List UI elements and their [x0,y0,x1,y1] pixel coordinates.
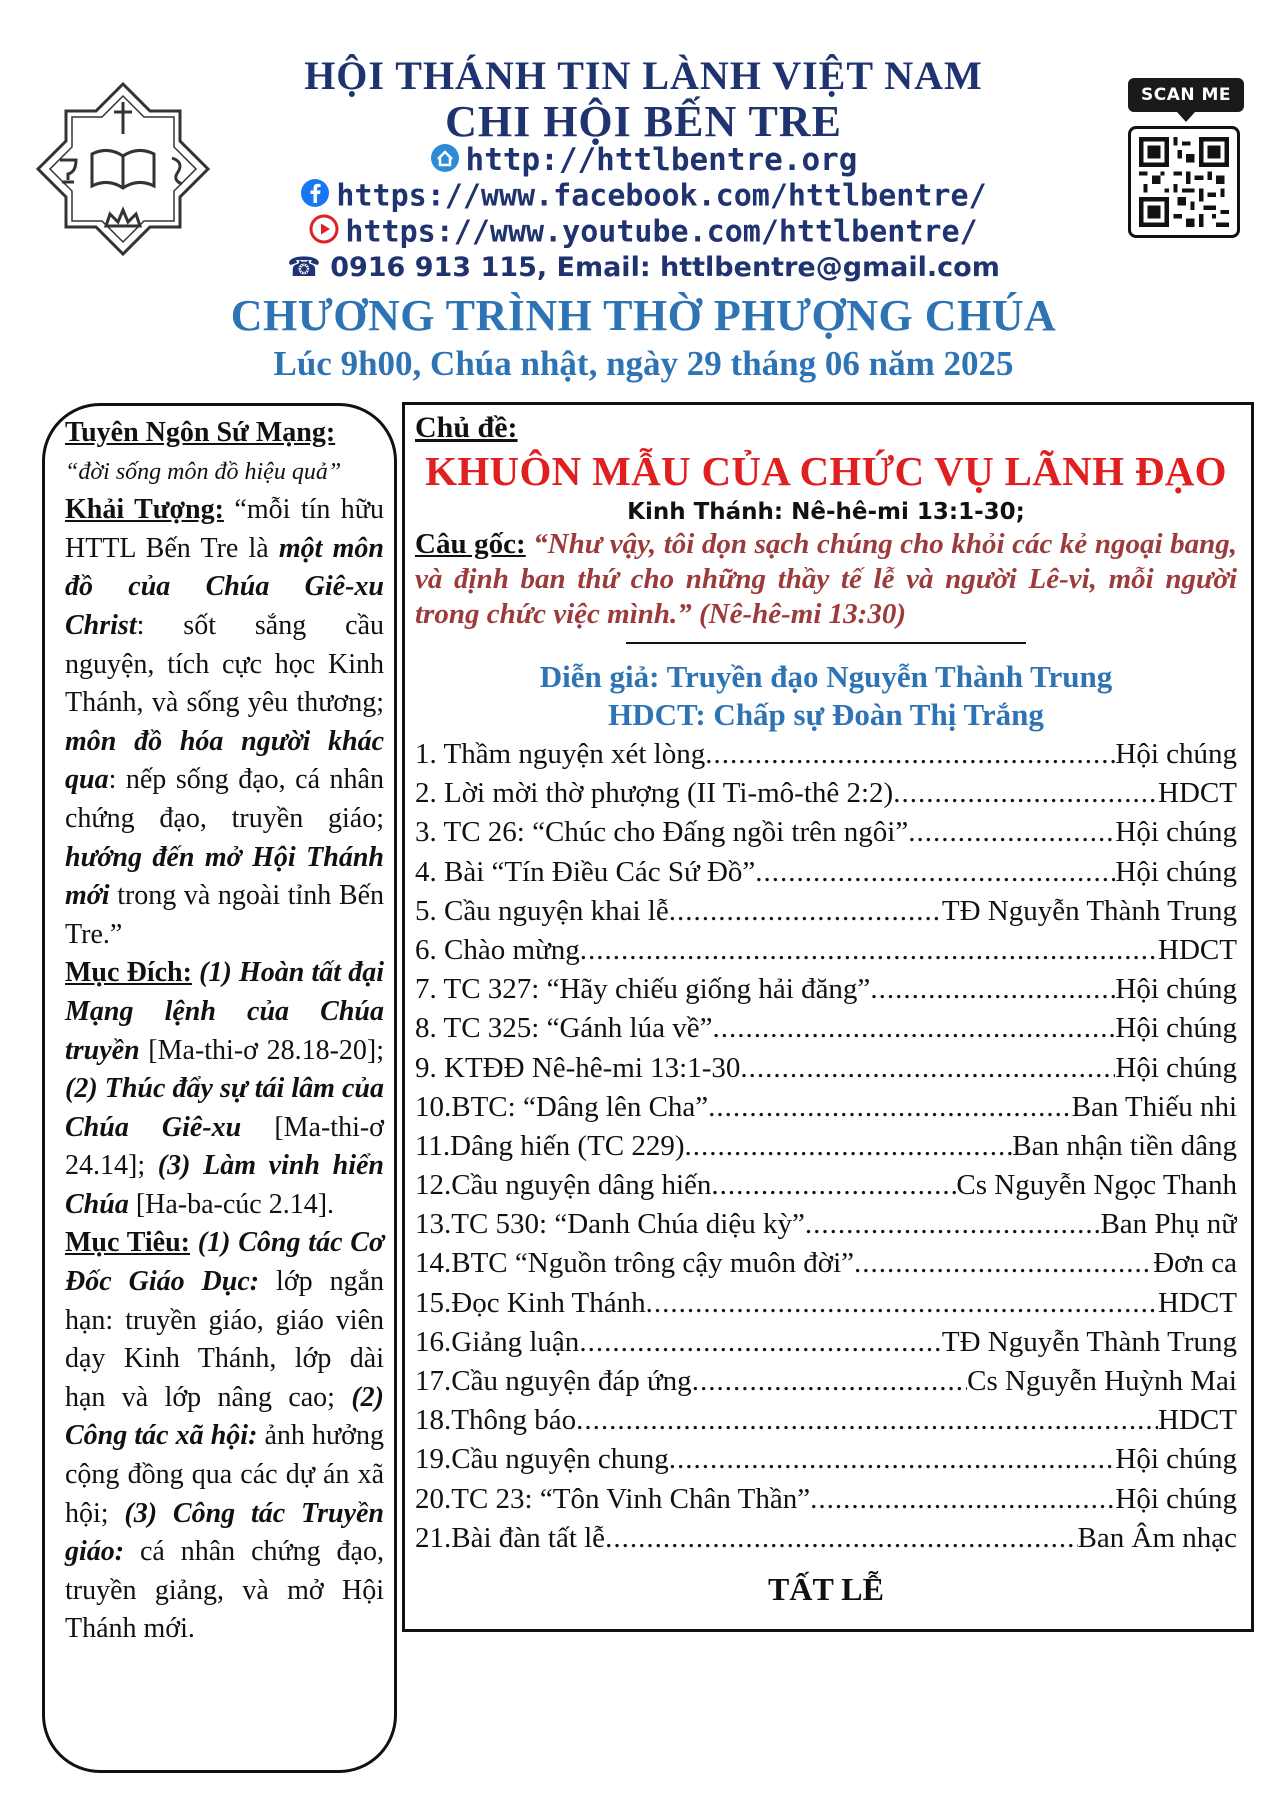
leader-dots [692,1365,967,1398]
purpose-text-2: [Ma-thi-ơ 28.18-20]; [139,1034,384,1066]
item-label: 14.BTC “Nguồn trông cậy muôn đời” [415,1247,854,1280]
purpose-text-6: [Ha-ba-cúc 2.14]. [128,1188,335,1220]
item-leader: Ban nhận tiền dâng [1012,1129,1237,1162]
scripture-label: Kinh Thánh: [627,499,784,525]
contact-text: 0916 913 115, Email: httlbentre@gmail.com [330,252,1000,283]
service-datetime: Lúc 9h00, Chúa nhật, ngày 29 tháng 06 năm 2025 [273,344,1014,383]
mission-title: Tuyên Ngôn Sứ Mạng: [65,417,336,448]
purpose-text-3: (2) Thúc đẩy sự tái lâm của Chúa Giê-xu [65,1073,384,1143]
purpose-text-4: [Ma-thi-ơ 24.14]; [65,1111,384,1182]
item-label: 3. TC 26: “Chúc cho Đấng ngồi trên ngôi” [415,816,909,849]
goals-paragraph [65,1224,384,1649]
vision-text-6: hướng đến mở Hội Thánh mới [65,841,384,912]
program-item [415,895,1237,934]
purpose-text-1: (1) Hoàn tất đại Mạng lệnh của Chúa truyền [65,957,384,1066]
program-item [415,1012,1237,1051]
website-link[interactable]: http://httlbentre.org [465,142,858,178]
theme-title: KHUÔN MẪU CỦA CHỨC VỤ LÃNH ĐẠO [425,448,1227,494]
program-list [415,738,1237,1561]
program-item [415,1522,1237,1561]
item-leader: Hội chúng [1115,1051,1237,1084]
scripture-reference [415,499,1237,525]
item-label: 15.Đọc Kinh Thánh [415,1286,646,1319]
facebook-line [0,178,1287,216]
leader-dots [646,1287,1158,1320]
item-leader: Cs Nguyễn Huỳnh Mai [967,1365,1237,1397]
scripture-text: Nê-hê-mi 13:1-30; [783,499,1025,525]
program-item [415,1287,1237,1326]
organization-name: HỘI THÁNH TIN LÀNH VIỆT NAM [304,53,983,98]
leader-dots [576,1404,1158,1437]
item-leader: Hội chúng [1115,1482,1237,1515]
item-leader: Hội chúng [1115,855,1237,888]
program-item [415,1169,1237,1208]
youtube-line [0,214,1287,252]
item-label: 1. Thầm nguyện xét lòng [415,738,706,770]
speaker: Diễn giả: Truyền đạo Nguyễn Thành Trung [539,659,1113,694]
goal-text-2: lớp ngắn hạn: truyền giáo, giáo viên dạy Kinh Thánh, lớp dài hạn và lớp nâng cao; [65,1266,384,1413]
vision-text-3: : sốt sắng cầu nguyện, tích cực học Kinh Thánh, và sống yêu thương; [65,609,384,719]
leader-dots [580,934,1158,967]
key-verse [415,527,1237,632]
item-leader: Hội chúng [1115,816,1237,849]
item-leader: Ban Âm nhạc [1077,1521,1237,1554]
qr-code-image [1128,126,1240,238]
program-item [415,1091,1237,1130]
program-item [415,856,1237,895]
program-item [415,1326,1237,1365]
program-item [415,1208,1237,1247]
goal-text-1: (1) Công tác Cơ Đốc Giáo Dục: [65,1227,384,1298]
program-item [415,934,1237,973]
goal-text-4: ảnh hưởng cộng đồng qua các dự án xã hội; [65,1420,384,1529]
program-item [415,1404,1237,1443]
item-leader: Đơn ca [1153,1247,1237,1280]
leader-dots [854,1247,1153,1280]
item-leader: HDCT [1158,1286,1237,1319]
leader-dots [810,1483,1115,1516]
scan-me-label: SCAN ME [1128,78,1244,112]
program-item [415,1365,1237,1404]
leader-dots [805,1208,1101,1241]
leader-dots [908,816,1115,849]
item-label: 12.Cầu nguyện dâng hiến [415,1169,712,1202]
item-label: 19.Cầu nguyện chung [415,1443,669,1476]
branch-name: CHI HỘI BẾN TRE [445,97,842,146]
closing-title: TẤT LỄ [768,1570,884,1607]
item-label: 21.Bài đàn tất lễ [415,1521,606,1554]
item-label: 5. Cầu nguyện khai lễ [415,894,669,927]
leader-dots [705,738,1115,771]
leader-dots [755,856,1115,889]
mission-motto: “đời sống môn đồ hiệu quả” [65,458,342,485]
item-leader: Hội chúng [1115,738,1237,770]
vision-text-4: môn đồ hóa người khác qua [65,725,384,796]
item-label: 9. KTĐĐ Nê-hê-mi 13:1-30 [415,1051,741,1084]
program-title: CHƯƠNG TRÌNH THỜ PHƯỢNG CHÚA [230,291,1057,340]
key-verse-label: Câu gốc: [415,528,526,560]
item-leader: TĐ Nguyễn Thành Trung [941,894,1237,927]
divider [626,642,1026,644]
purpose-label: Mục Đích: [65,957,192,989]
program-item [415,973,1237,1012]
item-leader: Ban Thiếu nhi [1071,1090,1237,1123]
host: HDCT: Chấp sự Đoàn Thị Trắng [608,697,1044,732]
leader-dots [712,1012,1115,1045]
service-panel [402,402,1254,1632]
home-icon [430,143,460,181]
vision-text-5: : nếp sống đạo, cá nhân chứng đạo, truyền giáo; [65,764,384,834]
item-leader: Hội chúng [1115,1443,1237,1476]
program-item [415,1052,1237,1091]
item-label: 13.TC 530: “Danh Chúa diệu kỳ” [415,1208,805,1241]
leader-dots [740,1052,1115,1085]
youtube-icon [309,214,339,252]
leader-dots [708,1091,1071,1124]
key-verse-text: “Như vậy, tôi dọn sạch chúng cho khỏi các kẻ ngoại bang, và định ban thứ cho những thầy tế lễ và người Lê-vi, mỗi người trong chức việc mình.” (Nê-hê-mi 13:30) [415,528,1237,630]
theme-label: Chủ đề: [415,411,518,444]
item-label: 7. TC 327: “Hãy chiếu giống hải đăng” [415,973,871,1006]
leader-dots [669,895,942,928]
program-item [415,1483,1237,1522]
program-item [415,777,1237,816]
qr-code[interactable] [1128,78,1244,244]
youtube-link[interactable]: https://www.youtube.com/httlbentre/ [345,214,978,250]
phone-icon: ☎ [287,252,331,283]
goals-label: Mục Tiêu: [65,1227,190,1259]
leader-dots [870,973,1115,1006]
mission-panel [42,403,397,1773]
website-line [0,142,1287,181]
goal-text-5: (3) Công tác Truyền giáo: [65,1497,384,1568]
item-leader: Cs Nguyễn Ngọc Thanh [956,1169,1237,1202]
leader-dots [893,777,1158,810]
program-item [415,1247,1237,1286]
item-label: 16.Giảng luận [415,1325,580,1358]
goal-text-3: (2) Công tác xã hội: [65,1381,384,1452]
program-item [415,1130,1237,1169]
vision-paragraph [65,491,384,954]
purpose-paragraph [65,954,384,1224]
program-item [415,738,1237,777]
leader-dots [605,1522,1077,1555]
item-leader: HDCT [1158,777,1237,810]
facebook-icon [300,178,330,216]
leader-dots [711,1169,956,1202]
item-label: 18.Thông báo [415,1404,577,1437]
item-label: 4. Bài “Tín Điều Các Sứ Đồ” [415,855,756,888]
item-label: 2. Lời mời thờ phượng (II Ti-mô-thê 2:2) [415,777,894,810]
item-leader: HDCT [1158,1404,1237,1437]
item-label: 8. TC 325: “Gánh lúa về” [415,1012,713,1045]
item-leader: Hội chúng [1115,1012,1237,1045]
item-leader: Ban Phụ nữ [1100,1208,1237,1241]
program-item [415,816,1237,855]
leader-dots [685,1130,1013,1163]
item-leader: TĐ Nguyễn Thành Trung [941,1325,1237,1358]
vision-text-1: “mỗi tín hữu HTTL Bến Tre là [65,494,384,564]
contact-line [0,252,1287,283]
purpose-text-5: (3) Làm vinh hiển Chúa [65,1150,385,1220]
goal-text-6: cá nhân chứng đạo, truyền giảng, và mở Hội Thánh mới. [65,1536,384,1645]
item-label: 10.BTC: “Dâng lên Cha” [415,1090,709,1123]
program-item [415,1443,1237,1482]
item-label: 20.TC 23: “Tôn Vinh Chân Thần” [415,1482,811,1515]
vision-text-7: trong và ngoài tỉnh Bến Tre.” [65,880,384,950]
vision-label: Khải Tượng: [65,494,224,526]
leader-dots [579,1326,942,1359]
facebook-link[interactable]: https://www.facebook.com/httlbentre/ [336,178,987,214]
leader-dots [669,1443,1116,1476]
vision-text-2: một môn đồ của Chúa Giê-xu Christ [65,532,384,641]
item-label: 6. Chào mừng [415,933,580,966]
item-leader: HDCT [1158,933,1237,966]
item-label: 17.Cầu nguyện đáp ứng [415,1365,692,1397]
item-label: 11.Dâng hiến (TC 229) [415,1129,685,1162]
item-leader: Hội chúng [1115,973,1237,1006]
